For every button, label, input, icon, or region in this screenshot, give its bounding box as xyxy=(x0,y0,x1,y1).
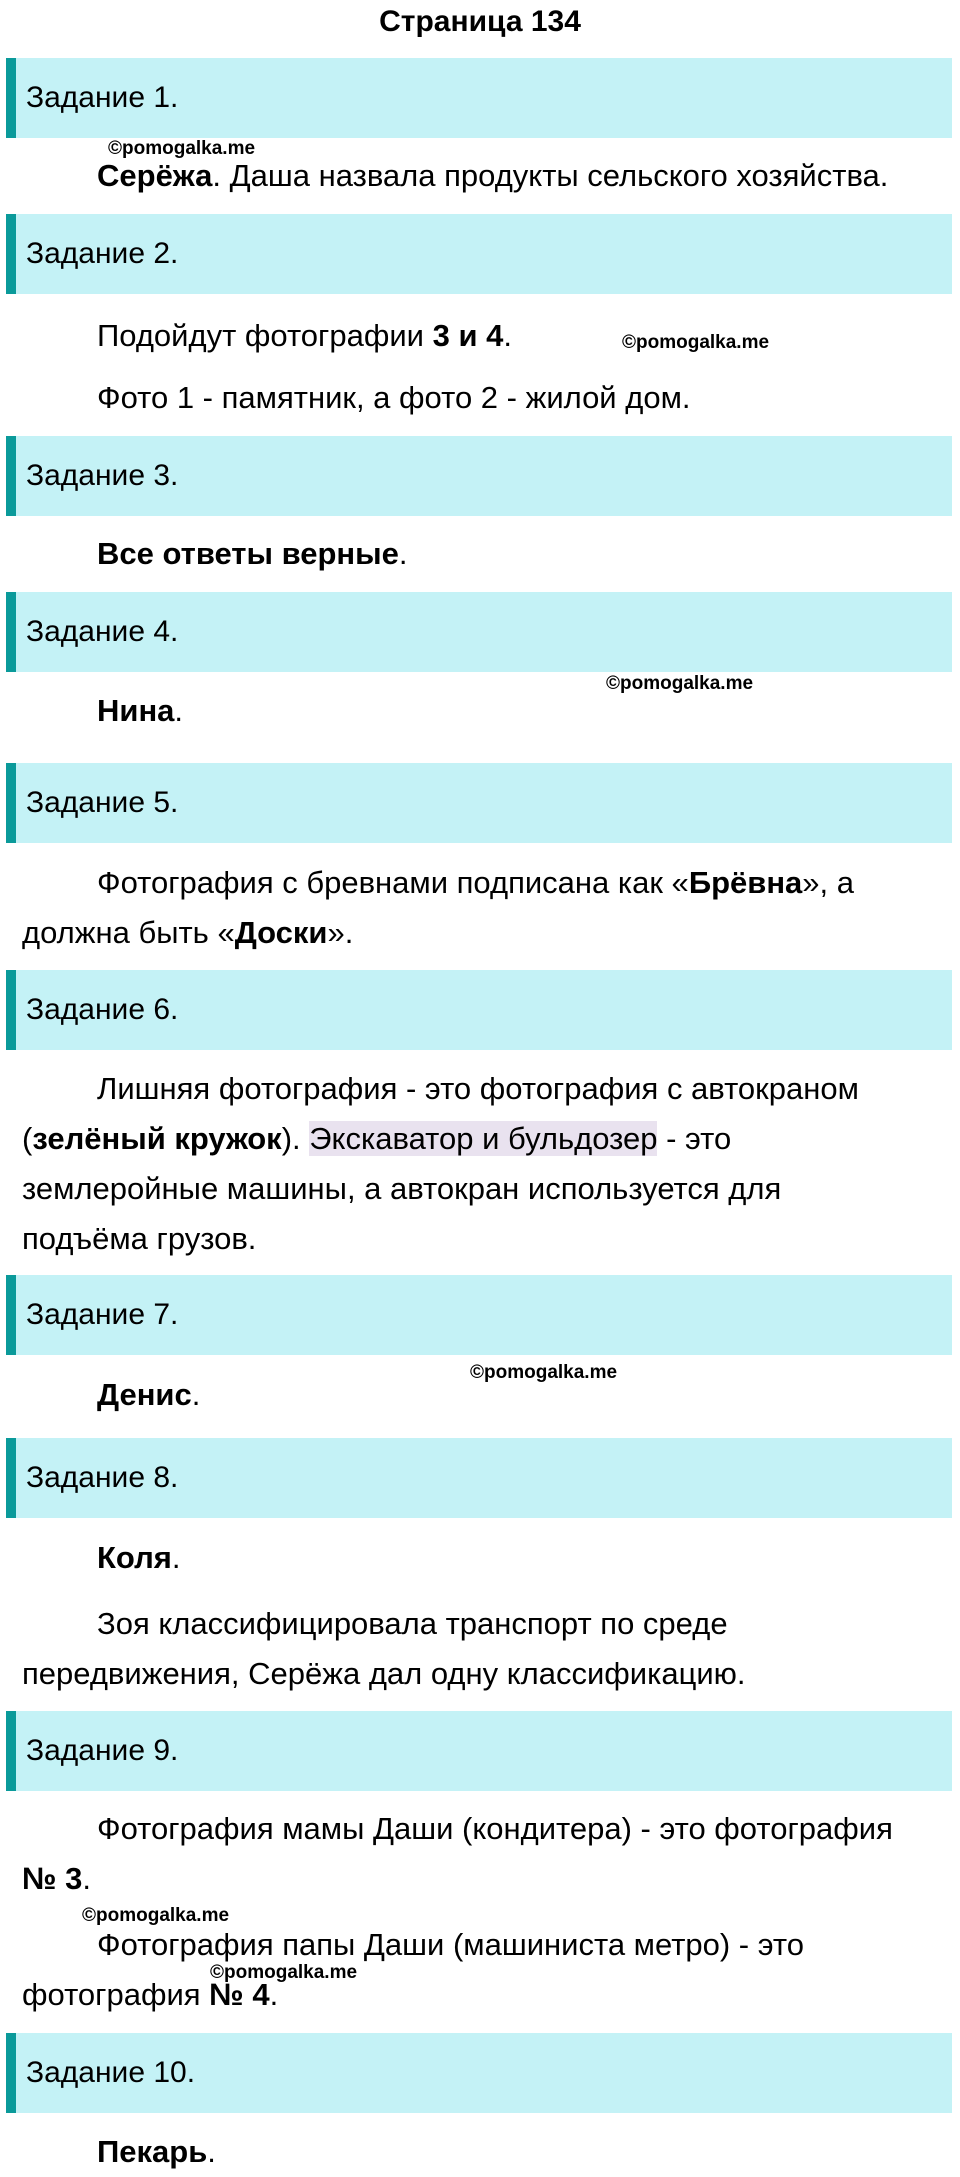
answer-6-line4: подъёма грузов. xyxy=(22,1221,257,1256)
watermark: ©pomogalka.me xyxy=(82,1905,230,1926)
answer-5-line1: Фотография с бревнами подписана как «Брёвна», а xyxy=(97,865,855,900)
answer-3: Все ответы верные. xyxy=(97,536,408,571)
answer-9-line3: Фотография папы Даши (машиниста метро) - это xyxy=(97,1927,804,1962)
answer-10: Пекарь. xyxy=(97,2134,216,2169)
task-header-1 xyxy=(6,58,952,138)
highlighted-text: Экскаватор и бульдозер xyxy=(309,1121,658,1156)
answer-9-line2: № 3. xyxy=(22,1861,92,1896)
task-header-5 xyxy=(6,763,952,843)
answer-6-line2: (зелёный кружок). Экскаватор и бульдозер - это xyxy=(22,1121,732,1156)
answer-6-line3: землеройные машины, а автокран используется для xyxy=(22,1171,782,1206)
task-header-4 xyxy=(6,592,952,672)
answer-7: Денис. xyxy=(97,1377,201,1412)
task-label: Задание 2. xyxy=(26,237,179,270)
task-label: Задание 3. xyxy=(26,459,179,492)
answer-8-line1: Коля. xyxy=(97,1540,181,1575)
task-label: Задание 8. xyxy=(26,1461,179,1494)
task-header-8 xyxy=(6,1438,952,1518)
answer-4: Нина. xyxy=(97,693,184,728)
task-label: Задание 10. xyxy=(26,2056,196,2089)
watermark: ©pomogalka.me xyxy=(470,1362,618,1383)
answer-6-line1: Лишняя фотография - это фотография с автокраном xyxy=(97,1071,859,1106)
page-title: Страница 134 xyxy=(379,5,581,38)
answer-5-line2: должна быть «Доски». xyxy=(22,915,354,950)
answer-9-line1: Фотография мамы Даши (кондитера) - это фотография xyxy=(97,1811,893,1846)
task-header-3 xyxy=(6,436,952,516)
task-label: Задание 5. xyxy=(26,786,179,819)
watermark: ©pomogalka.me xyxy=(210,1962,358,1983)
answer-8-line3: передвижения, Серёжа дал одну классификацию. xyxy=(22,1656,746,1691)
answer-8-line2: Зоя классифицировала транспорт по среде xyxy=(97,1606,728,1641)
task-header-10 xyxy=(6,2033,952,2113)
watermark: ©pomogalka.me xyxy=(108,138,256,159)
answer-2-line1: Подойдут фотографии 3 и 4. xyxy=(97,318,512,353)
task-label: Задание 6. xyxy=(26,993,179,1026)
task-label: Задание 4. xyxy=(26,615,179,648)
watermark: ©pomogalka.me xyxy=(622,332,770,353)
task-header-9 xyxy=(6,1711,952,1791)
answer-2-line2: Фото 1 - памятник, а фото 2 - жилой дом. xyxy=(97,380,691,415)
task-label: Задание 9. xyxy=(26,1734,179,1767)
task-label: Задание 1. xyxy=(26,81,179,114)
task-header-7 xyxy=(6,1275,952,1355)
watermark: ©pomogalka.me xyxy=(606,673,754,694)
task-header-6 xyxy=(6,970,952,1050)
answer-9-line4: фотография № 4. xyxy=(22,1977,279,2012)
answer-1: Серёжа. Даша назвала продукты сельского хозяйства. xyxy=(97,158,889,193)
task-label: Задание 7. xyxy=(26,1298,179,1331)
task-header-2 xyxy=(6,214,952,294)
